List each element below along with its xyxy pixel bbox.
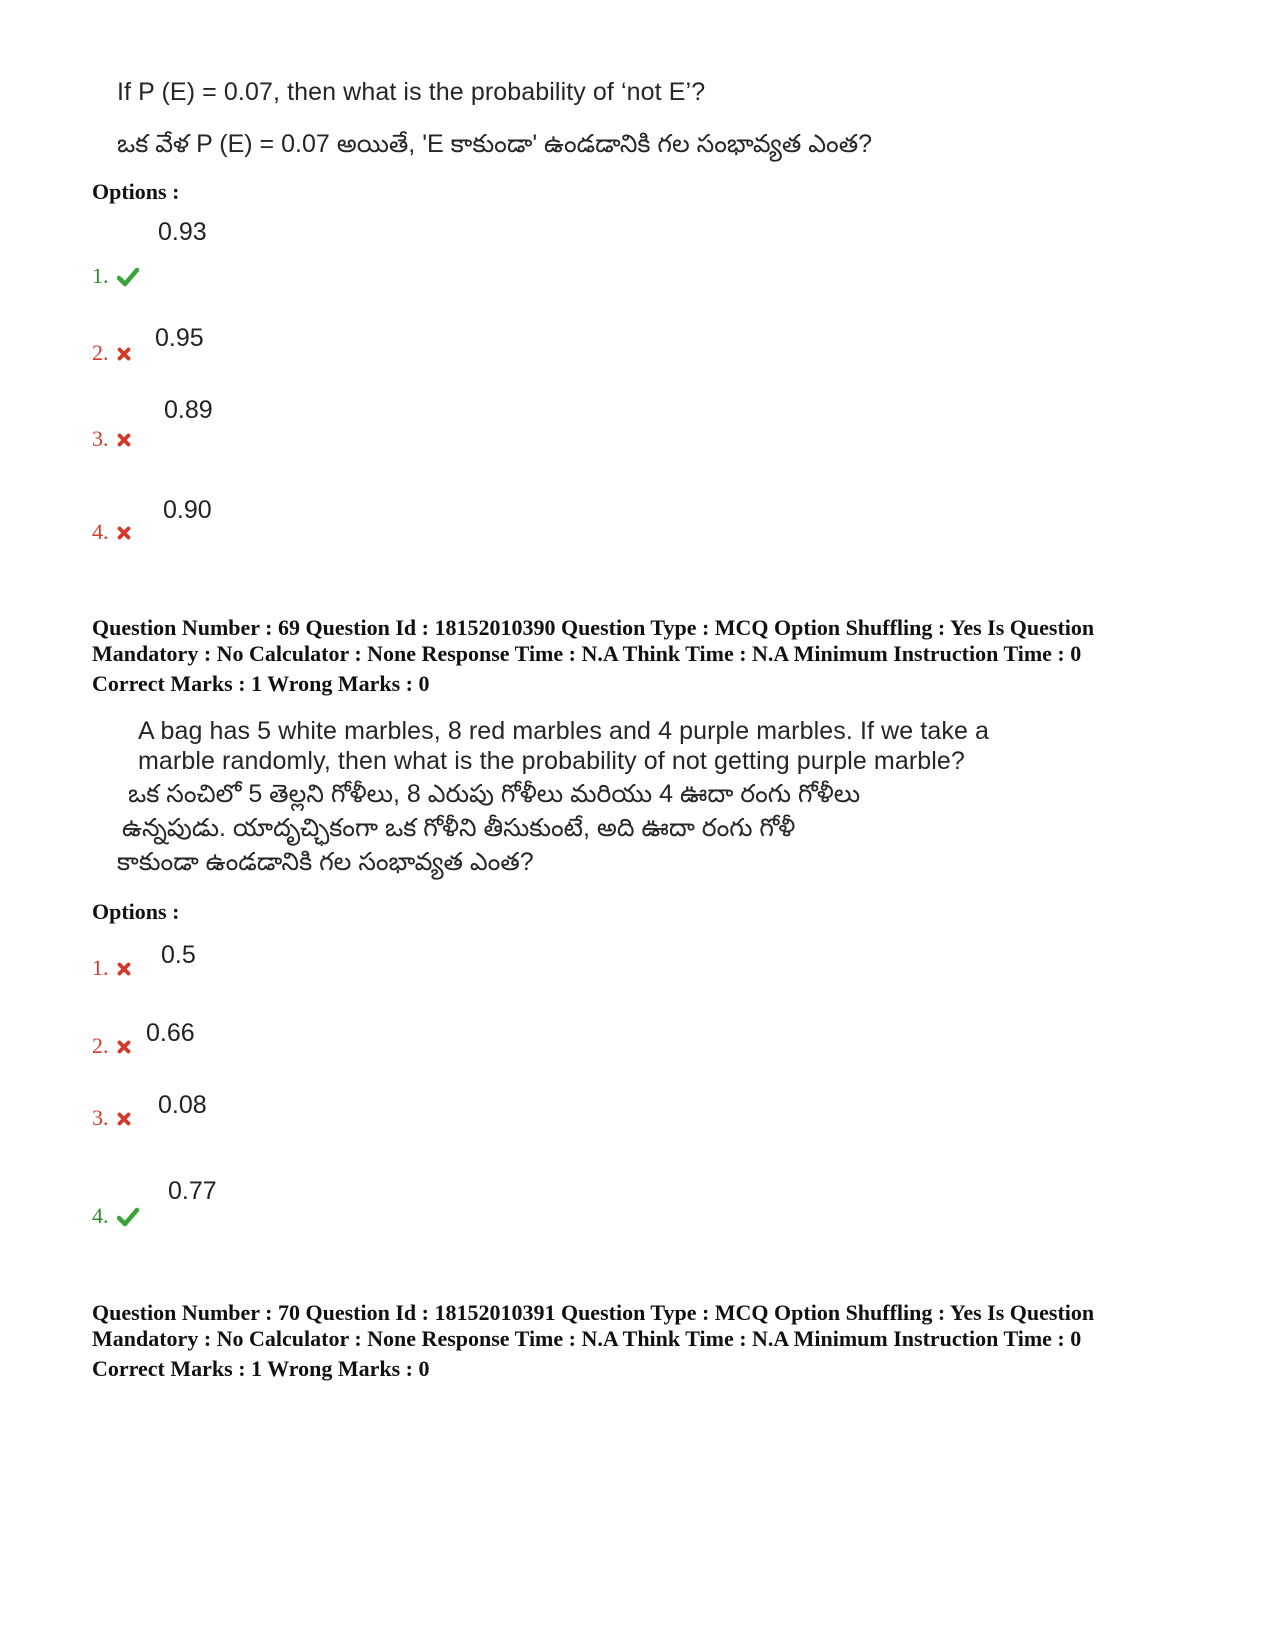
cross-icon <box>117 526 131 545</box>
option-1-number: 1. <box>92 263 109 288</box>
option-3-marker <box>92 426 131 452</box>
option-4-value: 0.90 <box>163 496 212 524</box>
option-1-marker <box>92 263 139 292</box>
question-68-text-te: ఒక వేళ P (E) = 0.07 అయితే, 'E కాకుండా' ఉండడానికి గల సంభావ్యత ఎంత? <box>117 130 873 158</box>
option-4-marker <box>92 519 131 545</box>
question-70-meta-line-2: Mandatory : No Calculator : None Response Time : N.A Think Time : N.A Minimum Instruction Time : 0 <box>92 1326 1082 1351</box>
option-2-value: 0.95 <box>155 324 204 352</box>
options-label: Options : <box>92 179 180 204</box>
question-70-marks: Correct Marks : 1 Wrong Marks : 0 <box>92 1356 430 1381</box>
question-69-meta <box>92 615 1192 667</box>
option-2-number: 2. <box>92 340 109 365</box>
option-4-value: 0.77 <box>168 1177 217 1205</box>
question-68-text-en: If P (E) = 0.07, then what is the probability of ‘not E’? <box>117 78 706 106</box>
options-label: Options : <box>92 899 180 924</box>
question-69-text-te-line-1: ఒక సంచిలో 5 తెల్లని గోళీలు, 8 ఎరుపు గోళీలు మరియు 4 ఊదా రంగు గోళీలు <box>128 780 861 808</box>
question-70-meta <box>92 1300 1192 1352</box>
question-69-text-en-line-1: A bag has 5 white marbles, 8 red marbles and 4 purple marbles. If we take a <box>138 717 990 745</box>
option-1-marker <box>92 955 131 981</box>
cross-icon <box>117 1112 131 1131</box>
option-4-number: 4. <box>92 519 109 544</box>
question-69-text-te-line-3: కాకుండా ఉండడానికి గల సంభావ్యత ఎంత? <box>117 848 534 876</box>
option-2-number: 2. <box>92 1033 109 1058</box>
option-2-marker <box>92 340 131 366</box>
option-4-number: 4. <box>92 1203 109 1228</box>
question-69-meta-line-2: Mandatory : No Calculator : None Response Time : N.A Think Time : N.A Minimum Instruction Time : 0 <box>92 641 1082 666</box>
option-1-number: 1. <box>92 955 109 980</box>
option-3-value: 0.08 <box>158 1091 207 1119</box>
cross-icon <box>117 1040 131 1059</box>
option-1-value: 0.5 <box>161 941 196 969</box>
option-3-number: 3. <box>92 426 109 451</box>
cross-icon <box>117 962 131 981</box>
cross-icon <box>117 347 131 366</box>
option-2-value: 0.66 <box>146 1019 195 1047</box>
check-icon <box>117 1207 139 1232</box>
question-69-text-en-line-2: marble randomly, then what is the probability of not getting purple marble? <box>138 747 965 775</box>
question-69-text-te-line-2: ఉన్నపుడు. యాదృచ్ఛికంగా ఒక గోళీని తీసుకుంటే, అది ఊదా రంగు గోళీ <box>122 814 796 842</box>
question-70-meta-line-1: Question Number : 70 Question Id : 18152010391 Question Type : MCQ Option Shuffling : Yes Is Question <box>92 1300 1095 1325</box>
option-1-value: 0.93 <box>158 218 207 246</box>
option-3-marker <box>92 1105 131 1131</box>
question-69-marks: Correct Marks : 1 Wrong Marks : 0 <box>92 671 430 696</box>
question-69-meta-line-1: Question Number : 69 Question Id : 18152010390 Question Type : MCQ Option Shuffling : Yes Is Question <box>92 615 1095 640</box>
option-4-marker <box>92 1203 139 1232</box>
check-icon <box>117 267 139 292</box>
option-2-marker <box>92 1033 131 1059</box>
cross-icon <box>117 433 131 452</box>
option-3-number: 3. <box>92 1105 109 1130</box>
option-3-value: 0.89 <box>164 396 213 424</box>
